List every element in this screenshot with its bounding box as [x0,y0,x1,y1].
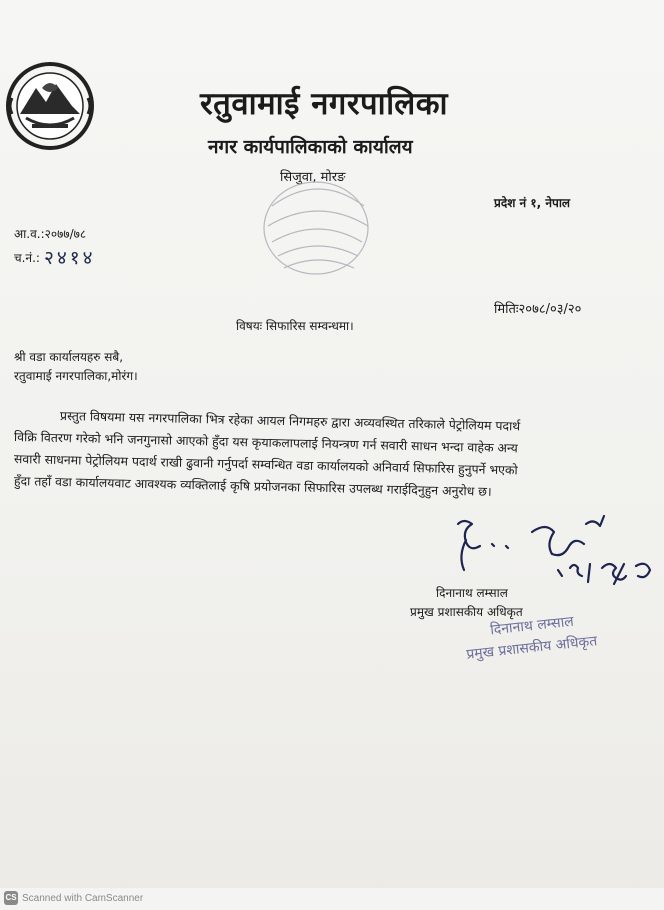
letter-date: मितिः२०७८/०३/२० [494,302,582,317]
body-line-4: हुँदा तहाँ वडा कार्यालयवाट आवश्यक व्यक्तिलाई कृषि प्रयोजनका सिफारिस उपलब्ध गराईदिनुहुन अनुरोध छ। [13,473,492,499]
recipient-line-2: रतुवामाई नगरपालिका,मोरंग। [14,369,138,383]
municipality-emblem [2,58,98,154]
faded-office-stamp [258,176,376,280]
fiscal-year: आ.व.:२०७७/७८ [14,227,87,241]
signatory-name: दिनानाथ लम्साल [436,586,508,600]
body-line-3: सवारी साधनमा पेट्रोलियम पदार्थ राखी ढुवानी गर्नुपर्दा सम्वन्धित वडा कार्यालयको अनिवार्य सिफारिस हुनुपर्ने भएको [13,451,518,478]
camscanner-logo-icon: CS [4,891,18,905]
office-subtitle: नगर कार्यपालिकाको कार्यालय [208,136,413,158]
handwritten-signature [440,506,660,596]
letter-subject: विषयः सिफारिस सम्वन्धमा। [236,319,354,333]
seal-role: प्रमुख प्रशासकीय अधिकृत [465,633,598,663]
body-line-1: प्रस्तुत विषयमा यस नगरपालिका भित्र रहेका आयल निगमहरु द्वारा अव्यवस्थित तरिकाले पेट्रोलियम पदार्थ [59,408,521,434]
reference-label: च.नं.: [14,251,40,265]
body-line-2: विक्रि वितरण गरेको भनि जनगुनासो आएको हुँदा यस कृयाकलापलाई नियन्त्रण गर्न सवारी साधन भन्दा वाहेक अन्य [13,429,518,456]
scanner-watermark-text: Scanned with CamScanner [22,893,144,904]
recipient-line-1: श्री वडा कार्यालयहरु सबै, [14,350,124,364]
province-label: प्रदेश नं १, नेपाल [494,196,571,210]
reference-number: २४१४ [43,247,96,269]
signatory-role: प्रमुख प्रशासकीय अधिकृत [410,605,523,619]
organization-title: रतुवामाई नगरपालिका [200,86,449,122]
seal-name: दिनानाथ लम्साल [489,613,575,639]
reference-line [14,244,95,270]
office-address: सिजुवा, मोरङ [280,170,346,185]
